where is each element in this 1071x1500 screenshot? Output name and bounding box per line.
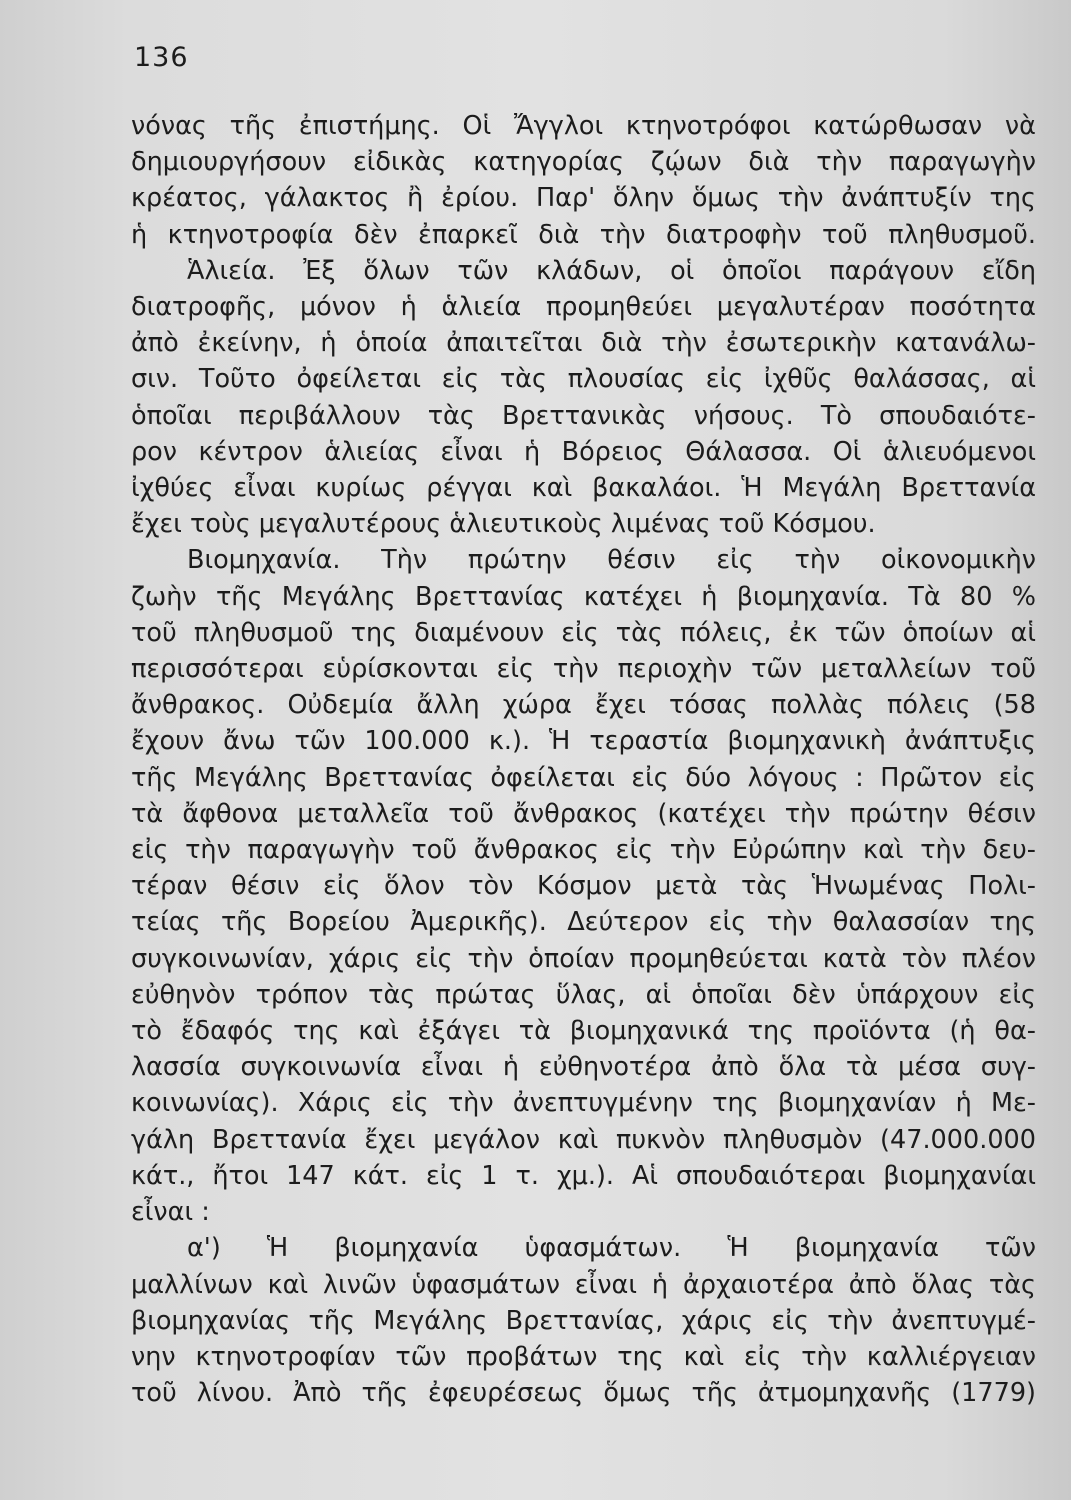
text-line: ἄνθρακος. Οὐδεμία ἄλλη χώρα ἔχει τόσας πολλὰς πόλεις (58 (131, 690, 1036, 721)
text-line: ὁποῖαι περιβάλλουν τὰς Βρεττανικὰς νήσους. Τὸ σπουδαιότε- (131, 400, 1036, 431)
body-text (131, 108, 1036, 1411)
text-line: ἔχουν ἄνω τῶν 100.000 κ.). Ἡ τεραστία βιομηχανικὴ ἀνάπτυξις (131, 726, 1036, 757)
text-line: ζωὴν τῆς Μεγάλης Βρεττανίας κατέχει ἡ βιομηχανία. Τὰ 80 % (131, 581, 1036, 612)
text-line: κάτ., ἤτοι 147 κάτ. εἰς 1 τ. χμ.). Αἱ σπουδαιότεραι βιομηχανίαι (131, 1160, 1036, 1191)
text-line: τείας τῆς Βορείου Ἀμερικῆς). Δεύτερον εἰς τὴν θαλασσίαν της (131, 907, 1036, 938)
text-line: εὐθηνὸν τρόπον τὰς πρώτας ὕλας, αἱ ὁποῖαι δὲν ὑπάρχουν εἰς (131, 979, 1036, 1010)
text-line: τὰ ἄφθονα μεταλλεῖα τοῦ ἄνθρακος (κατέχει τὴν πρώτην θέσιν (131, 798, 1036, 829)
text-line: τοῦ πληθυσμοῦ της διαμένουν εἰς τὰς πόλεις, ἐκ τῶν ὁποίων αἱ (131, 617, 1036, 648)
paragraph-heading-line: Βιομηχανία. Τὴν πρώτην θέσιν εἰς τὴν οἰκονομικὴν (187, 545, 1036, 576)
text-line: εἶναι : (131, 1197, 210, 1228)
text-line: ἰχθύες εἶναι κυρίως ρέγγαι καὶ βακαλάοι. Ἡ Μεγάλη Βρεττανία (131, 473, 1036, 504)
text-line: ρον κέντρον ἁλιείας εἶναι ἡ Βόρειος Θάλασσα. Οἱ ἁλιευόμενοι (131, 436, 1036, 467)
paragraph-heading-line: Ἁλιεία. Ἐξ ὅλων τῶν κλάδων, οἱ ὁποῖοι παράγουν εἴδη (187, 255, 1036, 286)
text-line: ἡ κτηνοτροφία δὲν ἐπαρκεῖ διὰ τὴν διατροφὴν τοῦ πληθυσμοῦ. (131, 219, 1036, 250)
text-line: ἔχει τοὺς μεγαλυτέρους ἁλιευτικοὺς λιμένας τοῦ Κόσμου. (131, 509, 876, 540)
text-line: λασσία συγκοινωνία εἶναι ἡ εὐθηνοτέρα ἀπὸ ὅλα τὰ μέσα συγ- (131, 1052, 1036, 1083)
text-line: μαλλίνων καὶ λινῶν ὑφασμάτων εἶναι ἡ ἀρχαιοτέρα ἀπὸ ὅλας τὰς (131, 1269, 1036, 1300)
section-heading-line: α') Ἡ βιομηχανία ὑφασμάτων. Ἡ βιομηχανία τῶν (187, 1233, 1036, 1264)
text-line: τὸ ἔδαφός της καὶ ἐξάγει τὰ βιομηχανικά της προϊόντα (ἡ θα- (131, 1016, 1036, 1047)
text-line: βιομηχανίας τῆς Μεγάλης Βρεττανίας, χάρις εἰς τὴν ἀνεπτυγμέ- (131, 1305, 1036, 1336)
text-line: περισσότεραι εὑρίσκονται εἰς τὴν περιοχὴν τῶν μεταλλείων τοῦ (131, 654, 1036, 685)
text-line: δημιουργήσουν εἰδικὰς κατηγορίας ζῴων διὰ τὴν παραγωγὴν (131, 147, 1036, 178)
text-line: κρέατος, γάλακτος ἢ ἐρίου. Παρ' ὅλην ὅμως τὴν ἀνάπτυξίν της (131, 183, 1036, 214)
text-line: κοινωνίας). Χάρις εἰς τὴν ἀνεπτυγμένην της βιομηχανίαν ἡ Με- (131, 1088, 1036, 1119)
text-line: τῆς Μεγάλης Βρεττανίας ὀφείλεται εἰς δύο λόγους : Πρῶτον εἰς (131, 762, 1036, 793)
page-number: 136 (134, 42, 189, 73)
text-line: εἰς τὴν παραγωγὴν τοῦ ἄνθρακος εἰς τὴν Εὐρώπην καὶ τὴν δευ- (131, 835, 1036, 866)
text-line: νην κτηνοτροφίαν τῶν προβάτων της καὶ εἰς τὴν καλλιέργειαν (131, 1341, 1036, 1372)
text-line: σιν. Τοῦτο ὀφείλεται εἰς τὰς πλουσίας εἰς ἰχθῦς θαλάσσας, αἱ (131, 364, 1036, 395)
text-line: γάλη Βρεττανία ἔχει μεγάλον καὶ πυκνὸν πληθυσμὸν (47.000.000 (131, 1124, 1036, 1155)
text-line: νόνας τῆς ἐπιστήμης. Οἱ Ἄγγλοι κτηνοτρόφοι κατώρθωσαν νὰ (131, 111, 1036, 141)
text-line: ἀπὸ ἐκείνην, ἡ ὁποία ἀπαιτεῖται διὰ τὴν ἐσωτερικὴν κατανάλω- (131, 328, 1036, 359)
text-line: τοῦ λίνου. Ἀπὸ τῆς ἐφευρέσεως ὅμως τῆς ἀτμομηχανῆς (1779) (131, 1378, 1036, 1409)
text-line: τέραν θέσιν εἰς ὅλον τὸν Κόσμον μετὰ τὰς Ἡνωμένας Πολι- (131, 871, 1036, 902)
text-line: διατροφῆς, μόνον ἡ ἁλιεία προμηθεύει μεγαλυτέραν ποσότητα (131, 292, 1036, 323)
text-line: συγκοινωνίαν, χάρις εἰς τὴν ὁποίαν προμηθεύεται κατὰ τὸν πλέον (131, 943, 1036, 974)
